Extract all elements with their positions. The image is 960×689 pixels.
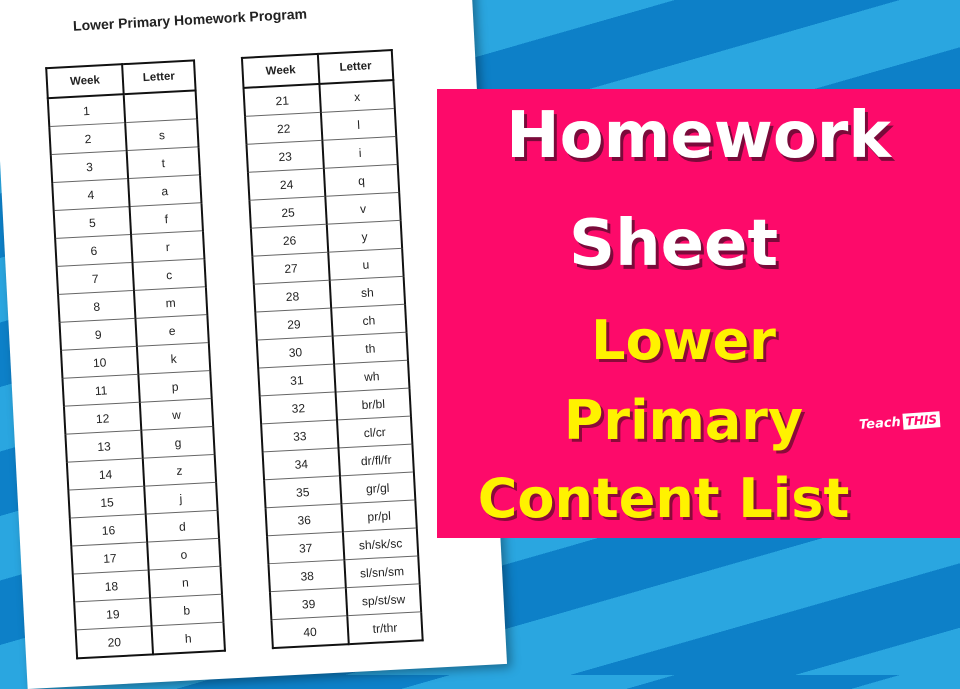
week-cell: 20: [76, 626, 153, 658]
letter-cell: sl/sn/sm: [344, 556, 419, 588]
week-cell: 25: [249, 196, 326, 228]
banner-subtitle-line-1: Lower: [591, 309, 776, 372]
week-cell: 22: [245, 112, 322, 144]
week-cell: 17: [71, 542, 148, 574]
letter-cell: a: [128, 175, 201, 207]
sheet-title: Lower Primary Homework Program: [72, 5, 308, 34]
week-cell: 12: [64, 402, 141, 434]
letter-cell: th: [333, 332, 408, 364]
letter-cell: o: [147, 538, 220, 570]
letter-cell: z: [143, 454, 216, 486]
week-cell: 26: [251, 224, 328, 256]
letter-cell: r: [131, 231, 204, 263]
week-cell: 31: [258, 364, 335, 396]
week-letter-table-left: [45, 59, 226, 659]
letter-cell: l: [321, 109, 396, 141]
letter-cell: g: [141, 426, 214, 458]
letter-cell: m: [134, 287, 207, 319]
header-week: Week: [242, 54, 319, 88]
letter-cell: s: [125, 119, 198, 151]
letter-cell: k: [137, 343, 210, 375]
letter-cell: j: [144, 482, 217, 514]
week-cell: 40: [271, 616, 348, 648]
week-cell: 36: [266, 504, 343, 536]
banner-subtitle-line-3: Content List: [477, 467, 850, 530]
letter-cell: n: [149, 566, 222, 598]
week-cell: 13: [65, 430, 142, 462]
week-cell: 28: [254, 280, 331, 312]
week-cell: 4: [52, 179, 129, 211]
week-cell: 16: [70, 514, 147, 546]
letter-cell: i: [322, 136, 397, 168]
week-cell: 5: [54, 207, 131, 239]
week-cell: 7: [57, 262, 134, 294]
letter-cell: b: [150, 594, 223, 626]
letter-cell: [124, 90, 197, 122]
week-cell: 38: [268, 560, 345, 592]
letter-cell: ch: [331, 304, 406, 336]
week-cell: 8: [58, 290, 135, 322]
week-cell: 24: [248, 168, 325, 200]
letter-cell: q: [324, 164, 399, 196]
banner-title-line-2: Sheet: [568, 207, 779, 281]
week-cell: 14: [67, 458, 144, 490]
letter-cell: u: [328, 248, 403, 280]
week-cell: 3: [51, 151, 128, 183]
letter-cell: v: [325, 192, 400, 224]
week-cell: 33: [261, 420, 338, 452]
header-letter: Letter: [318, 50, 393, 84]
letter-cell: t: [127, 147, 200, 179]
logo-this-text: THIS: [902, 411, 940, 430]
letter-cell: y: [327, 220, 402, 252]
week-cell: 9: [60, 318, 137, 350]
banner-subtitle-line-2: Primary: [563, 389, 804, 452]
week-cell: 10: [61, 346, 138, 378]
letter-cell: f: [130, 203, 203, 235]
letter-cell: sh/sk/sc: [343, 528, 418, 560]
letter-cell: cl/cr: [337, 416, 412, 448]
logo-teach-text: Teach: [858, 414, 902, 433]
letter-cell: gr/gl: [340, 472, 415, 504]
week-cell: 1: [48, 94, 125, 126]
week-cell: 6: [55, 234, 132, 266]
letter-cell: d: [146, 510, 219, 542]
week-cell: 23: [246, 140, 323, 172]
week-letter-table-right: [241, 49, 424, 649]
letter-cell: br/bl: [336, 388, 411, 420]
letter-cell: dr/fl/fr: [338, 444, 413, 476]
letter-cell: w: [140, 398, 213, 430]
letter-cell: h: [152, 622, 225, 654]
title-banner: [437, 89, 960, 538]
letter-cell: x: [319, 80, 394, 112]
week-cell: 15: [68, 486, 145, 518]
week-cell: 11: [62, 374, 139, 406]
header-week: Week: [46, 64, 123, 98]
week-cell: 21: [244, 84, 321, 116]
week-cell: 39: [270, 588, 347, 620]
letter-cell: tr/thr: [347, 612, 422, 644]
letter-cell: sh: [330, 276, 405, 308]
week-cell: 30: [257, 336, 334, 368]
header-letter: Letter: [122, 60, 195, 94]
letter-cell: wh: [334, 360, 409, 392]
week-cell: 19: [74, 598, 151, 630]
week-cell: 35: [264, 476, 341, 508]
week-cell: 2: [49, 123, 126, 155]
letter-cell: sp/st/sw: [346, 584, 421, 616]
week-cell: 18: [73, 570, 150, 602]
week-cell: 29: [255, 308, 332, 340]
letter-cell: c: [133, 259, 206, 291]
week-cell: 34: [263, 448, 340, 480]
letter-cell: p: [138, 371, 211, 403]
letter-cell: e: [135, 315, 208, 347]
letter-cell: pr/pl: [341, 500, 416, 532]
week-cell: 37: [267, 532, 344, 564]
banner-title-line-1: Homework: [506, 99, 891, 173]
week-cell: 32: [260, 392, 337, 424]
week-cell: 27: [252, 252, 329, 284]
